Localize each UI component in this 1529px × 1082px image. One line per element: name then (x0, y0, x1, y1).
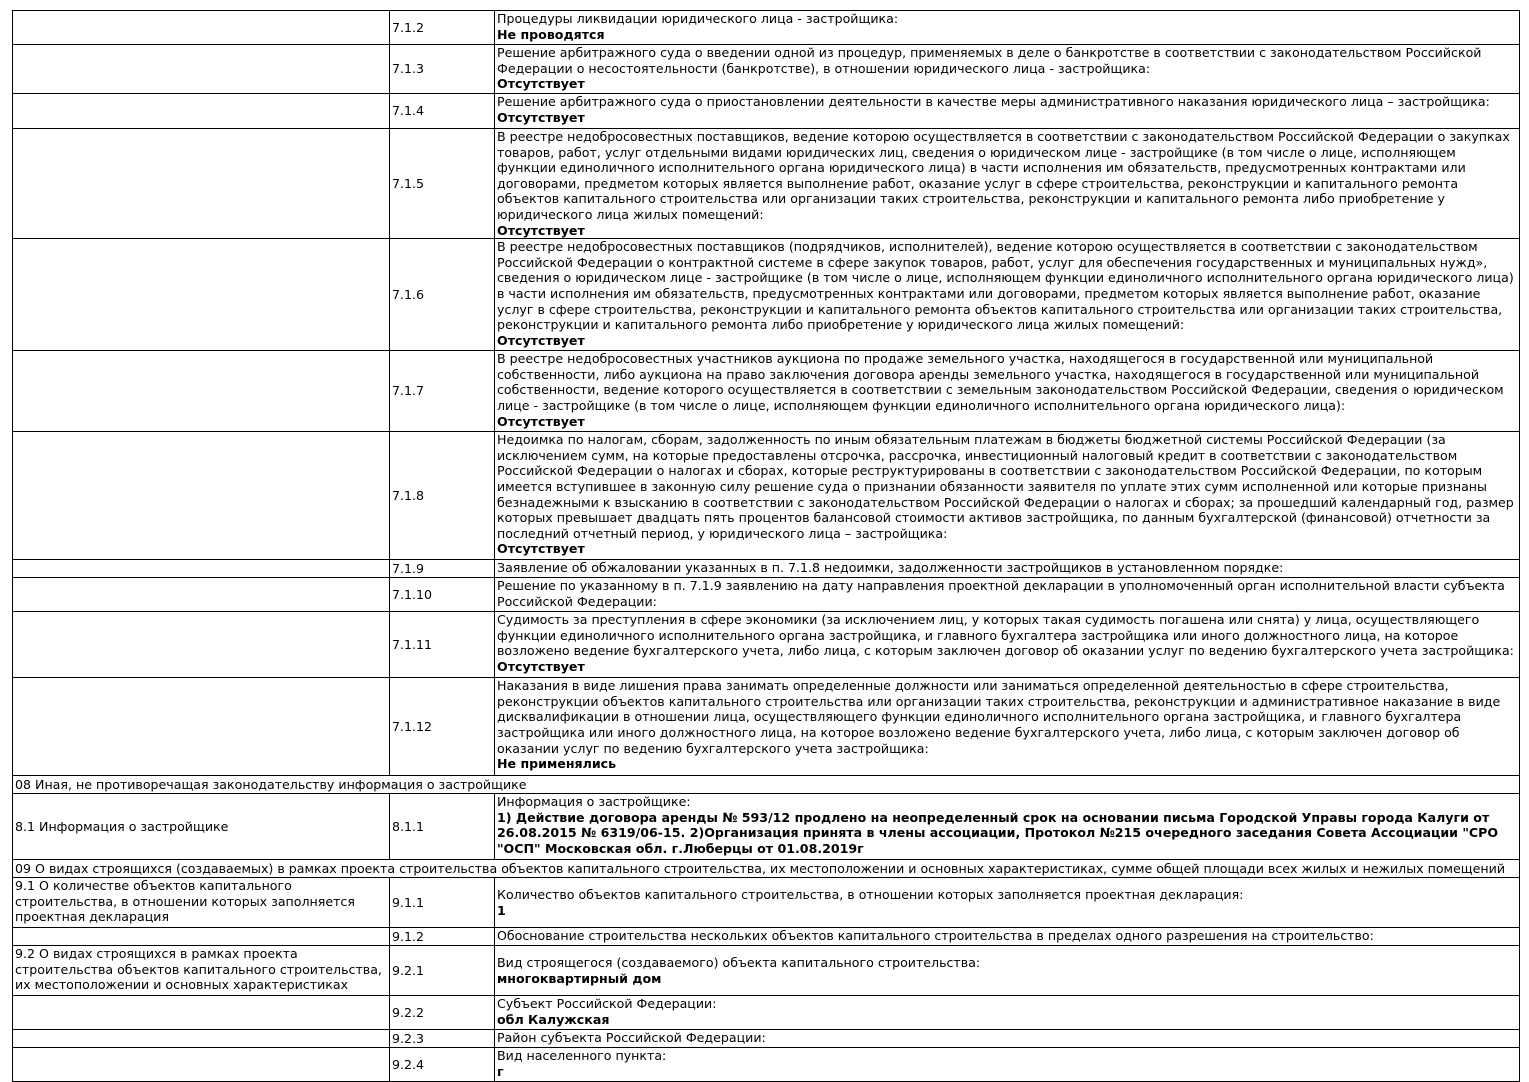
table-row (13, 45, 1520, 94)
row-label (13, 578, 390, 612)
table-row (13, 678, 1520, 776)
row-content (495, 239, 1520, 351)
table-row (13, 432, 1520, 560)
row-value: г (497, 1063, 504, 1079)
row-content (495, 1030, 1520, 1048)
row-text: Процедуры ликвидации юридического лица - застройщика: (497, 11, 899, 26)
row-number: 9.1.2 (390, 928, 495, 946)
row-number: 9.2.2 (390, 996, 495, 1030)
table-row (13, 946, 1520, 996)
table-row (13, 996, 1520, 1030)
row-value: обл Калужская (497, 1011, 610, 1027)
row-value: Отсутствует (497, 332, 585, 348)
row-number: 7.1.2 (390, 11, 495, 45)
row-content (495, 996, 1520, 1030)
row-text: Информация о застройщике: (497, 794, 691, 810)
row-content (495, 94, 1520, 129)
row-value: Отсутствует (497, 109, 585, 125)
row-text: Обоснование строительства нескольких объектов капитального строительства в пределах одного разрешения на строительство: (497, 928, 1374, 944)
row-text: Судимость за преступления в сфере экономики (за исключением лиц, у которых такая судимость погашена или снята) у лица, осуществляющего функции единоличного исполнительного органа застройщика, и главного бухгалтера застройщика или иного должностного лица, на которое возложено ведение бухгалтерского учета, либо лица, с которым заключен договор об оказании услуг по ведению бухгалтерского учета застройщика: (497, 612, 1514, 659)
table-row (13, 578, 1520, 612)
row-label (13, 94, 390, 129)
row-number: 7.1.9 (390, 560, 495, 578)
table-row (13, 612, 1520, 678)
row-value: 1 (497, 902, 506, 918)
row-number: 9.2.1 (390, 946, 495, 996)
row-label (13, 432, 390, 560)
row-number: 9.2.4 (390, 1048, 495, 1082)
row-text: Решение арбитражного суда о введении одной из процедур, применяемых в деле о банкротстве в соответствии с законодательством Российской Федерации о несостоятельности (банкротстве), в отношении юридического лица - застройщика: (497, 45, 1482, 76)
row-text: Наказания в виде лишения права занимать определенные должности или заниматься определенной деятельностью в сфере строительства, реконструкции объектов капитального строительства или организации таких строительства, реконструкции и административное наказание в виде дисквалификации в отношении лица, осуществляющего функции единоличного исполнительного органа застройщика, и главного бухгалтера застройщика или иного должностного лица, на которое возложено ведение бухгалтерского учета, либо лица, с которым заключен договор об оказании услуг по ведению бухгалтерского учета застройщика: (497, 678, 1501, 756)
row-value: Отсутствует (497, 222, 585, 238)
row-number: 9.1.1 (390, 878, 495, 928)
row-content (495, 878, 1520, 928)
row-label (13, 129, 390, 239)
row-content (495, 578, 1520, 612)
row-number: 7.1.6 (390, 239, 495, 351)
row-number: 7.1.7 (390, 351, 495, 432)
row-number: 7.1.4 (390, 94, 495, 129)
row-content (495, 11, 1520, 45)
row-label: 9.2 О видах строящихся в рамках проекта строительства объектов капитального строительства, их местоположении и основных характеристиках (13, 946, 390, 996)
row-number: 7.1.11 (390, 612, 495, 678)
table-row (13, 1030, 1520, 1048)
row-label (13, 678, 390, 776)
section-header-row (13, 860, 1520, 878)
row-text: Район субъекта Российской Федерации: (497, 1030, 766, 1046)
row-text: Количество объектов капитального строительства, в отношении которых заполняется проектная декларация: (497, 887, 1244, 903)
row-content (495, 432, 1520, 560)
row-label: 8.1 Информация о застройщике (13, 794, 390, 860)
row-number: 8.1.1 (390, 794, 495, 860)
row-number: 7.1.8 (390, 432, 495, 560)
section-08-title: 08 Иная, не противоречащая законодательству информация о застройщике (13, 776, 1520, 794)
row-label (13, 996, 390, 1030)
table-row (13, 560, 1520, 578)
row-label (13, 45, 390, 94)
row-content (495, 560, 1520, 578)
row-label (13, 11, 390, 45)
row-content (495, 678, 1520, 776)
table-row (13, 351, 1520, 432)
row-text: Недоимка по налогам, сборам, задолженность по иным обязательным платежам в бюджеты бюджетной системы Российской Федерации (за исключением сумм, на которые предоставлены отсрочка, рассрочка, инвестиционный налоговый кредит в соответствии с законодательством Российской Федерации о налогах и сборах, которые реструктурированы в соответствии с законодательством Российской Федерации, по которым имеется вступившее в законную силу решение суда о признании обязанности заявителя по уплате этих сумм исполненной или которые признаны безнадежными к взысканию в соответствии с законодательством Российской Федерации о налогах и сборах; за прошедший календарный год, размер которых превышает двадцать пять процентов балансовой стоимости активов застройщика, по данным бухгалтерской (финансовой) отчетности за последний отчетный период, у юридического лица – застройщика: (497, 432, 1514, 541)
row-label (13, 239, 390, 351)
row-content (495, 928, 1520, 946)
table-row (13, 794, 1520, 860)
row-label: 9.1 О количестве объектов капитального строительства, в отношении которых заполняется проектная декларация (13, 878, 390, 928)
row-label (13, 351, 390, 432)
section-09-title: 09 О видах строящихся (создаваемых) в рамках проекта строительства объектов капитального строительства, их местоположении и основных характеристиках, сумме общей площади всех жилых и нежилых помещений (13, 860, 1520, 878)
row-number: 7.1.12 (390, 678, 495, 776)
section-header-row (13, 776, 1520, 794)
row-text: Субъект Российской Федерации: (497, 996, 717, 1012)
row-content (495, 1048, 1520, 1082)
row-content (495, 946, 1520, 996)
table-row (13, 11, 1520, 45)
row-value: Не применялись (497, 756, 617, 772)
row-value: Отсутствует (497, 541, 585, 557)
table-row (13, 928, 1520, 946)
row-number: 7.1.3 (390, 45, 495, 94)
row-label (13, 1048, 390, 1082)
row-number: 9.2.3 (390, 1030, 495, 1048)
row-number: 7.1.5 (390, 129, 495, 239)
row-content (495, 612, 1520, 678)
row-text: В реестре недобросовестных поставщиков, ведение которою осуществляется в соответствии с законодательством Российской Федерации о закупках товаров, работ, услуг отдельными видами юридических лиц, сведения о юридическом лице - застройщике (в том числе о лице, исполняющем функции единоличного исполнительного органа юридического лица) в части исполнения им обязательств, предусмотренных контрактами или договорами, предметом которых является выполнение работ, оказание услуг в сфере строительства, реконструкции и капитального ремонта объектов капитального строительства или организации таких строительства, реконструкции и капитального ремонта либо приобретение у юридического лица жилых помещений: (497, 129, 1510, 222)
row-label (13, 612, 390, 678)
row-value: Отсутствует (497, 413, 585, 429)
row-content (495, 129, 1520, 239)
row-text: Решение по указанному в п. 7.1.9 заявлению на дату направления проектной декларации в уполномоченный орган исполнительной власти субъекта Российской Федерации: (497, 578, 1505, 609)
row-text: В реестре недобросовестных участников аукциона по продаже земельного участка, находящегося в государственной или муниципальной собственности, либо аукциона на право заключения договора аренды земельного участка, находящегося в государственной или муниципальной собственности, ведение которого осуществляется в соответствии с земельным законодательством Российской Федерации, сведения о юридическом лице - застройщике (в том числе о лице, исполняющем функции единоличного исполнительного органа юридического лица): (497, 351, 1504, 413)
table-row (13, 129, 1520, 239)
row-value: 1) Действие договора аренды № 593/12 продлено на неопределенный срок на основании письма Городской Управы города Калуги от 26.08.2015 № 6319/06-15. 2)Организация принята в члены ассоциации, Протокол №215 очередного заседания Совета Ассоциации "СРО "ОСП" Московская обл. г.Люберцы от 01.08.2019г (497, 809, 1499, 856)
row-value: Не проводятся (497, 26, 605, 42)
declaration-table (12, 10, 1520, 1082)
row-text: Заявление об обжаловании указанных в п. 7.1.8 недоимки, задолженности застройщиков в установленном порядке: (497, 560, 1284, 576)
row-text: Вид населенного пункта: (497, 1048, 667, 1064)
row-content (495, 794, 1520, 860)
row-text: Вид строящегося (создаваемого) объекта капитального строительства: (497, 955, 981, 971)
row-text: Решение арбитражного суда о приостановлении деятельности в качестве меры административного наказания юридического лица – застройщика: (497, 94, 1490, 109)
row-label (13, 560, 390, 578)
row-label (13, 1030, 390, 1048)
table-row (13, 239, 1520, 351)
row-text: В реестре недобросовестных поставщиков (подрядчиков, исполнителей), ведение которою осуществляется в соответствии с законодательством Российской Федерации о контрактной системе в сфере закупок товаров, работ, услуг для обеспечения государственных и муниципальных нужд», сведения о юридическом лице - застройщике (в том числе о лице, исполняющем функции единоличного исполнительного органа юридического лица) в части исполнения им обязательств, предусмотренных контрактами или договорами, предметом которых является выполнение работ, оказание услуг в сфере строительства, реконструкции и капитального ремонта объектов капитального строительства или организации таких строительства, реконструкции и капитального ремонта либо приобретение у юридического лица жилых помещений: (497, 239, 1514, 333)
row-value: многоквартирный дом (497, 970, 662, 986)
row-value: Отсутствует (497, 658, 585, 674)
table-row (13, 878, 1520, 928)
table-row (13, 94, 1520, 129)
row-content (495, 351, 1520, 432)
row-label (13, 928, 390, 946)
table-row (13, 1048, 1520, 1082)
row-content (495, 45, 1520, 94)
row-number: 7.1.10 (390, 578, 495, 612)
row-value: Отсутствует (497, 76, 585, 92)
